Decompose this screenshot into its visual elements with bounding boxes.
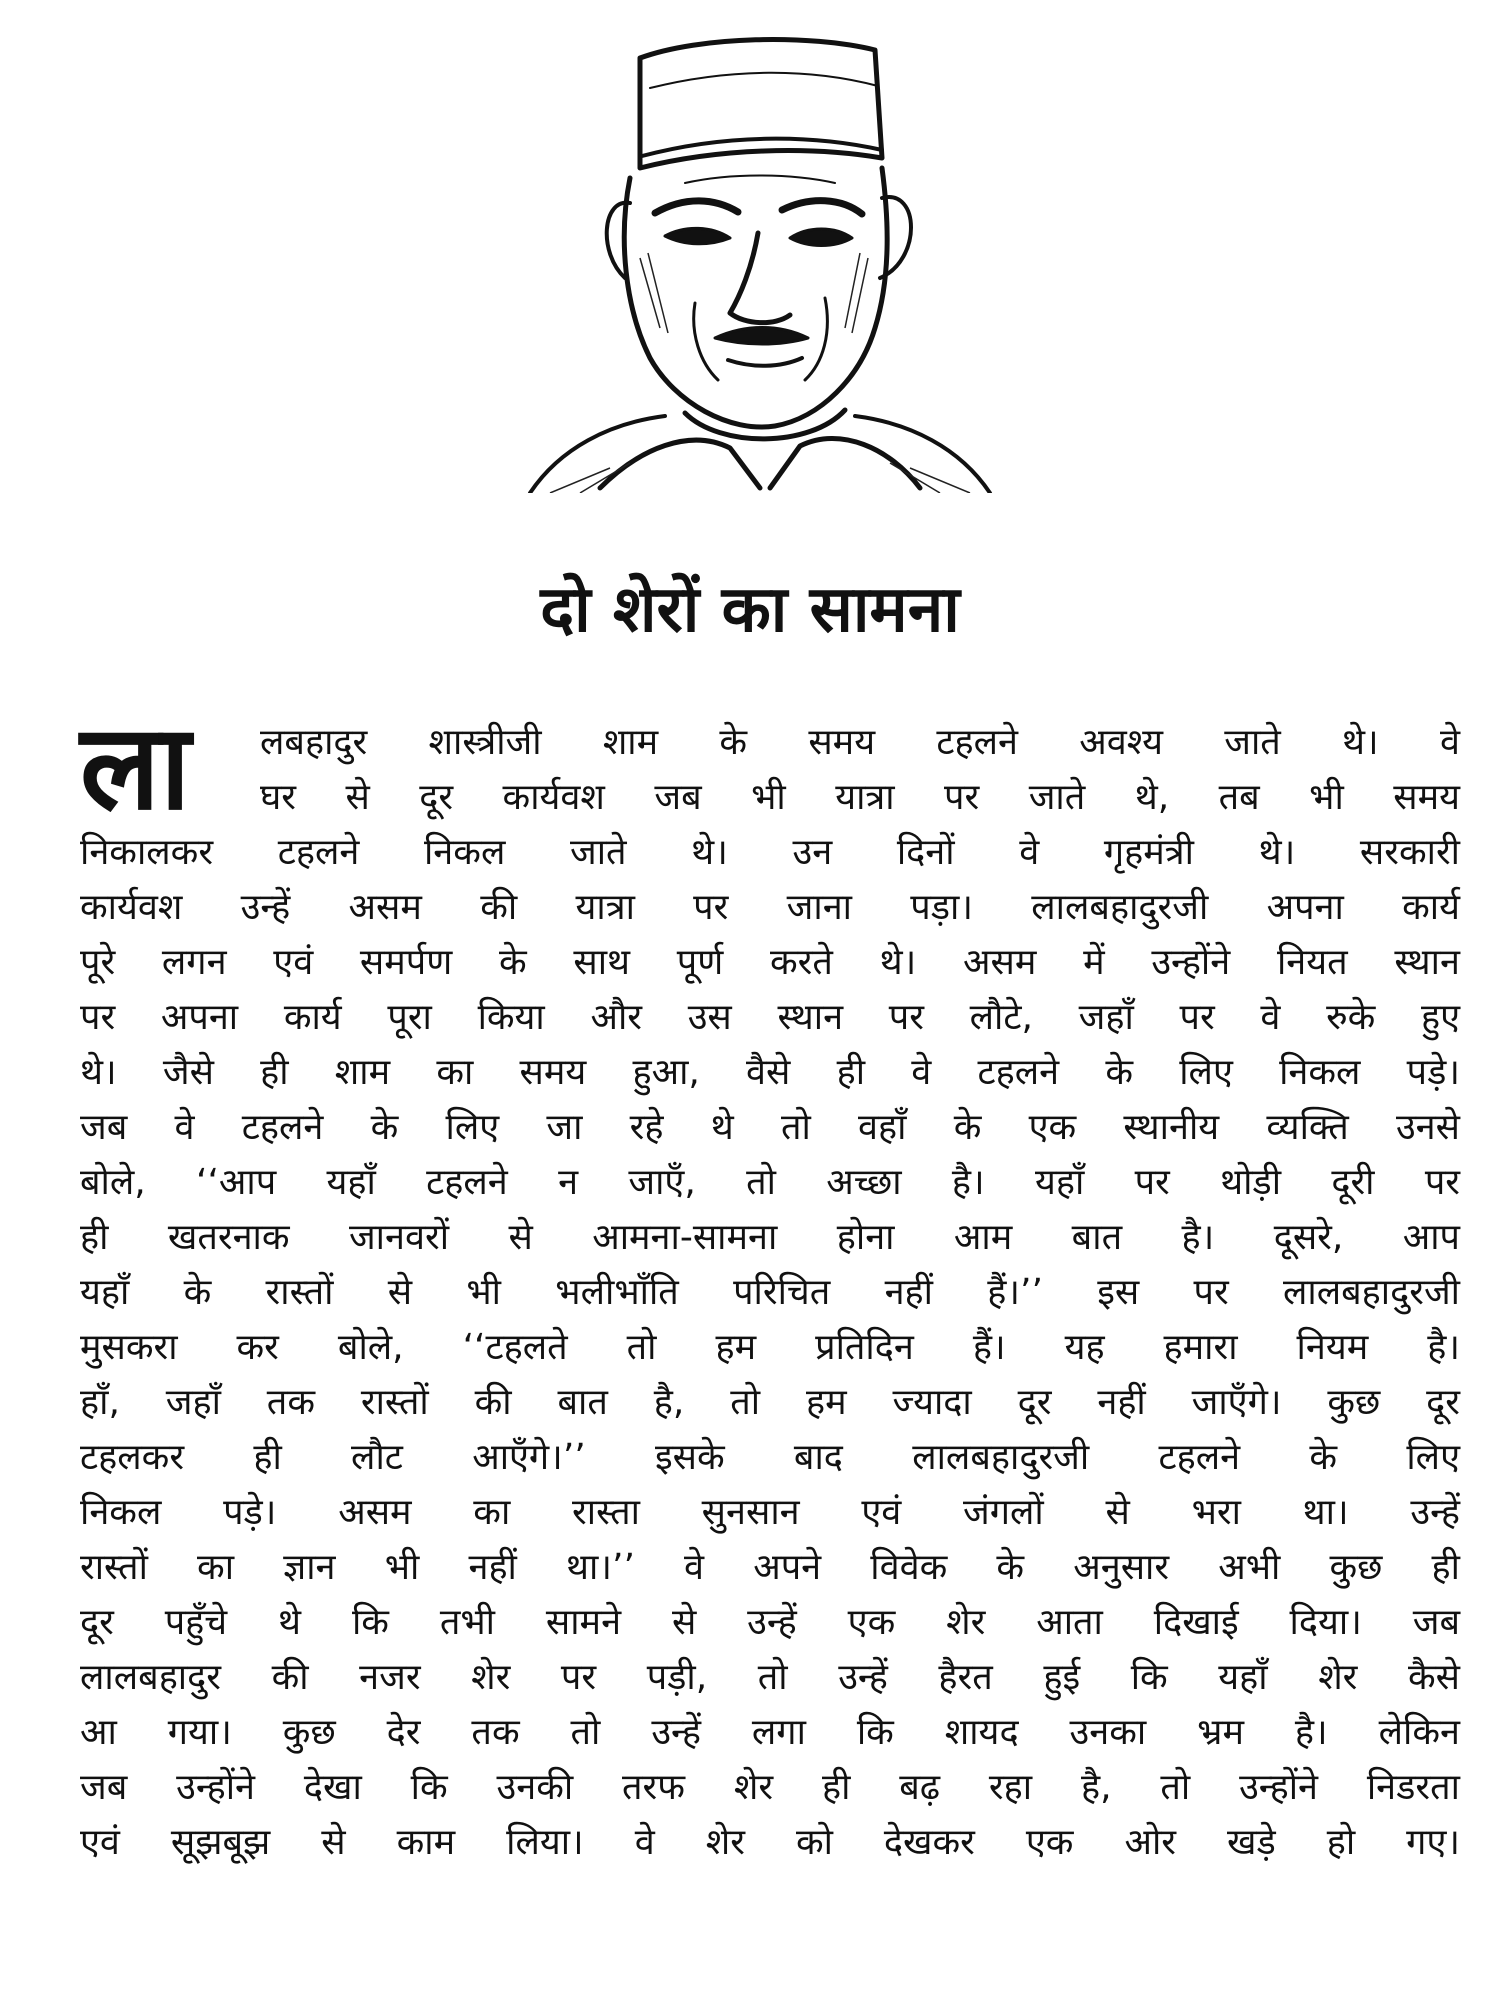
- drop-cap: ला: [80, 698, 191, 836]
- text-line: टहलकर ही लौट आएँगे।’’ इसके बाद लालबहादुरजी टहलने के लिए: [80, 1437, 1460, 1478]
- text-line: बोले, ‘‘आप यहाँ टहलने न जाएँ, तो अच्छा है। यहाँ पर थोड़ी दूरी पर: [80, 1162, 1460, 1203]
- text-line: आ गया। कुछ देर तक तो उन्हें लगा कि शायद उनका भ्रम है। लेकिन: [80, 1712, 1460, 1753]
- text-line: एवं सूझबूझ से काम लिया। वे शेर को देखकर एक ओर खड़े हो गए।: [80, 1822, 1460, 1863]
- text-line: हाँ, जहाँ तक रास्तों की बात है, तो हम ज्यादा दूर नहीं जाएँगे। कुछ दूर: [80, 1382, 1460, 1423]
- text-line: यहाँ के रास्तों से भी भलीभाँति परिचित नहीं हैं।’’ इस पर लालबहादुरजी: [80, 1272, 1460, 1313]
- text-line: घर से दूर कार्यवश जब भी यात्रा पर जाते थे, तब भी समय: [260, 777, 1460, 818]
- text-line: जब वे टहलने के लिए जा रहे थे तो वहाँ के एक स्थानीय व्यक्ति उनसे: [80, 1107, 1460, 1148]
- text-line: लालबहादुर की नजर शेर पर पड़ी, तो उन्हें हैरत हुई कि यहाँ शेर कैसे: [80, 1657, 1460, 1698]
- text-line: रास्तों का ज्ञान भी नहीं था।’’ वे अपने विवेक के अनुसार अभी कुछ ही: [80, 1547, 1460, 1588]
- story-body: [80, 698, 1460, 1870]
- text-line: निकालकर टहलने निकल जाते थे। उन दिनों वे गृहमंत्री थे। सरकारी: [80, 832, 1460, 873]
- text-line: थे। जैसे ही शाम का समय हुआ, वैसे ही वे टहलने के लिए निकल पड़े।: [80, 1052, 1460, 1093]
- text-line: लबहादुर शास्त्रीजी शाम के समय टहलने अवश्य जाते थे। वे: [260, 722, 1460, 763]
- text-line: पर अपना कार्य पूरा किया और उस स्थान पर लौटे, जहाँ पर वे रुके हुए: [80, 997, 1460, 1038]
- text-line: पूरे लगन एवं समर्पण के साथ पूर्ण करते थे। असम में उन्होंने नियत स्थान: [80, 942, 1460, 983]
- text-line: कार्यवश उन्हें असम की यात्रा पर जाना पड़ा। लालबहादुरजी अपना कार्य: [80, 887, 1460, 928]
- text-line: निकल पड़े। असम का रास्ता सुनसान एवं जंगलों से भरा था। उन्हें: [80, 1492, 1460, 1533]
- text-line: दूर पहुँचे थे कि तभी सामने से उन्हें एक शेर आता दिखाई दिया। जब: [80, 1602, 1460, 1643]
- story-title: दो शेरों का सामना: [540, 573, 960, 647]
- portrait-illustration: [490, 28, 1030, 493]
- text-line: मुसकरा कर बोले, ‘‘टहलते तो हम प्रतिदिन हैं। यह हमारा नियम है।: [80, 1327, 1460, 1368]
- text-line: ही खतरनाक जानवरों से आमना-सामना होना आम बात है। दूसरे, आप: [80, 1217, 1460, 1258]
- text-line: जब उन्होंने देखा कि उनकी तरफ शेर ही बढ़ रहा है, तो उन्होंने निडरता: [80, 1767, 1460, 1808]
